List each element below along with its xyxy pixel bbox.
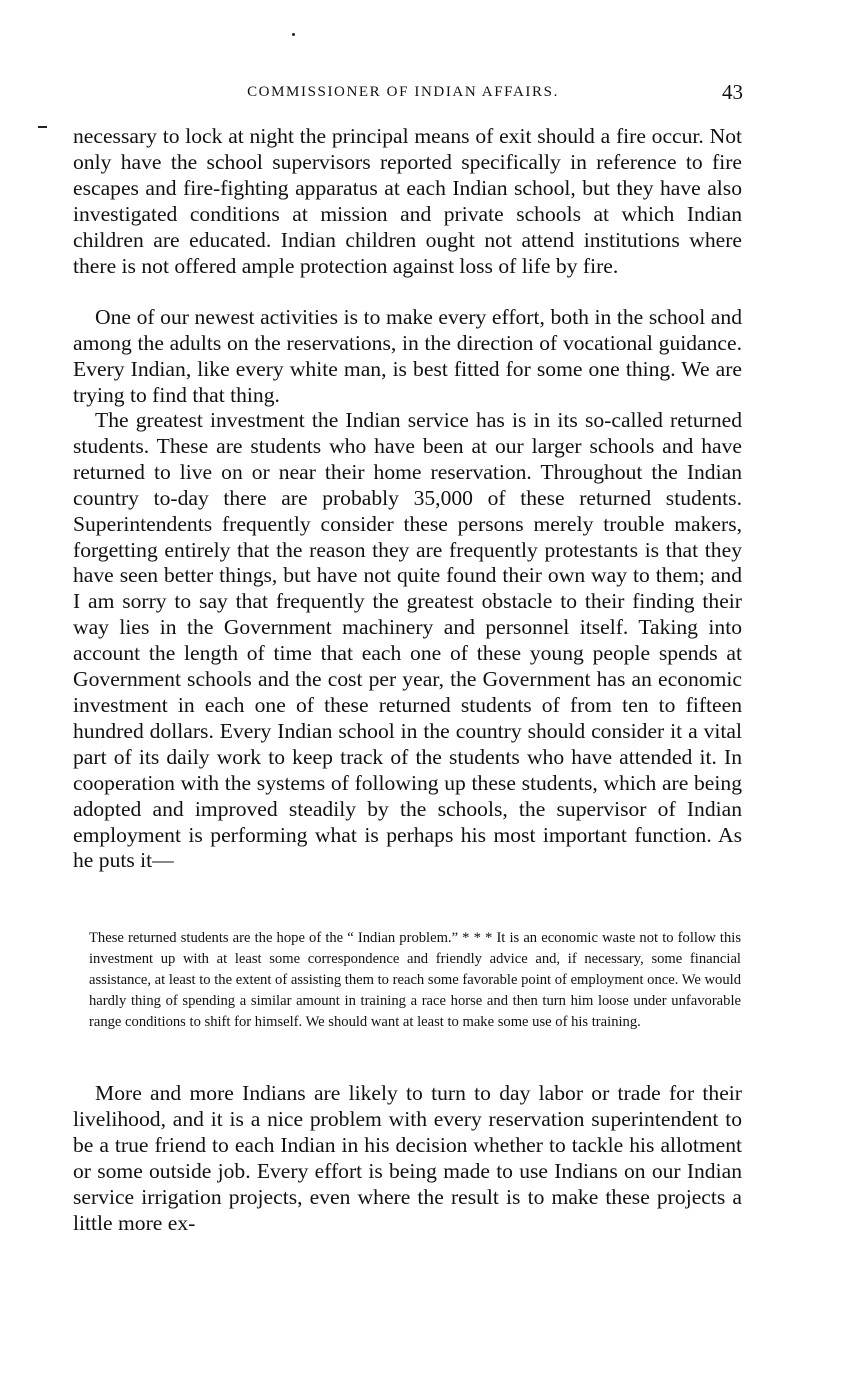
quote-text: These returned students are the hope of the “ Indian problem.” * * * It is an economic waste not to follow this investment up with at least some correspondence and friendly advice and, if necessary, some financial assistance, at least to the extent of assisting them to reach some favorable point of employment once. We would hardly thing of spending a similar amount in training a race horse and then turn him loose under unfavorable range conditions to shift for himself. We should want at least to make some use of his training. [89, 930, 741, 1031]
paragraph-text: The greatest investment the Indian service has is in its so-called returned students. These are students who have been at our larger schools and have returned to live on or near their home reservation. Throughout the Indian country to-day there are probably 35,000 of these returned students. Superintendents frequently consider these persons merely trouble makers, forgetting entirely that the reason they are frequently protestants is that they have seen better things, but have not quite found their own way to them; and I am sorry to say that frequently the greatest obstacle to their finding their way lies in the Government machinery and personnel itself. Taking into account the length of time that each one of these young people spends at Government schools and the cost per year, the Government has an economic investment in each one of these returned students of from ten to fifteen hundred dollars. Every Indian school in the country should consider it a vital part of its daily work to keep track of the students who have attended it. In cooperation with the systems of following up these students, which are being adopted and improved steadily by the schools, the supervisor of Indian employment is performing what is perhaps his most important function. As he puts it— [73, 408, 742, 873]
paragraph-text: necessary to lock at night the principal means of exit should a fire occur. Not only have the school supervisors reported specifically in reference to fire escapes and fire-fighting apparatus at each Indian school, but they have also investigated conditions at mission and private schools at which Indian children are educated. Indian children ought not attend institutions where there is not offered ample protection against loss of life by fire. [73, 124, 742, 278]
paragraph-returned-students [73, 408, 742, 874]
page-header [73, 80, 743, 106]
paragraph-text: One of our newest activities is to make every effort, both in the school and among the adults on the reservations, in the direction of vocational guidance. Every Indian, like every white man, is best fitted for some one thing. We are trying to find that thing. [73, 305, 742, 407]
paragraph-text: More and more Indians are likely to turn to day labor or trade for their livelihood, and it is a nice problem with every reservation superintendent to be a true friend to each Indian in his decision whether to tackle his allotment or some outside job. Every effort is being made to use Indians on our Indian service irrigation projects, even where the result is to make these projects a little more ex- [73, 1081, 742, 1235]
running-head: COMMISSIONER OF INDIAN AFFAIRS. [247, 84, 559, 100]
page-number: 43 [722, 80, 743, 104]
paragraph-fire-protection [73, 124, 742, 279]
block-quote [89, 928, 741, 1033]
paragraph-vocational-guidance [73, 305, 742, 409]
paragraph-day-labor [73, 1081, 742, 1236]
print-speck [292, 33, 295, 36]
margin-mark [38, 126, 47, 128]
